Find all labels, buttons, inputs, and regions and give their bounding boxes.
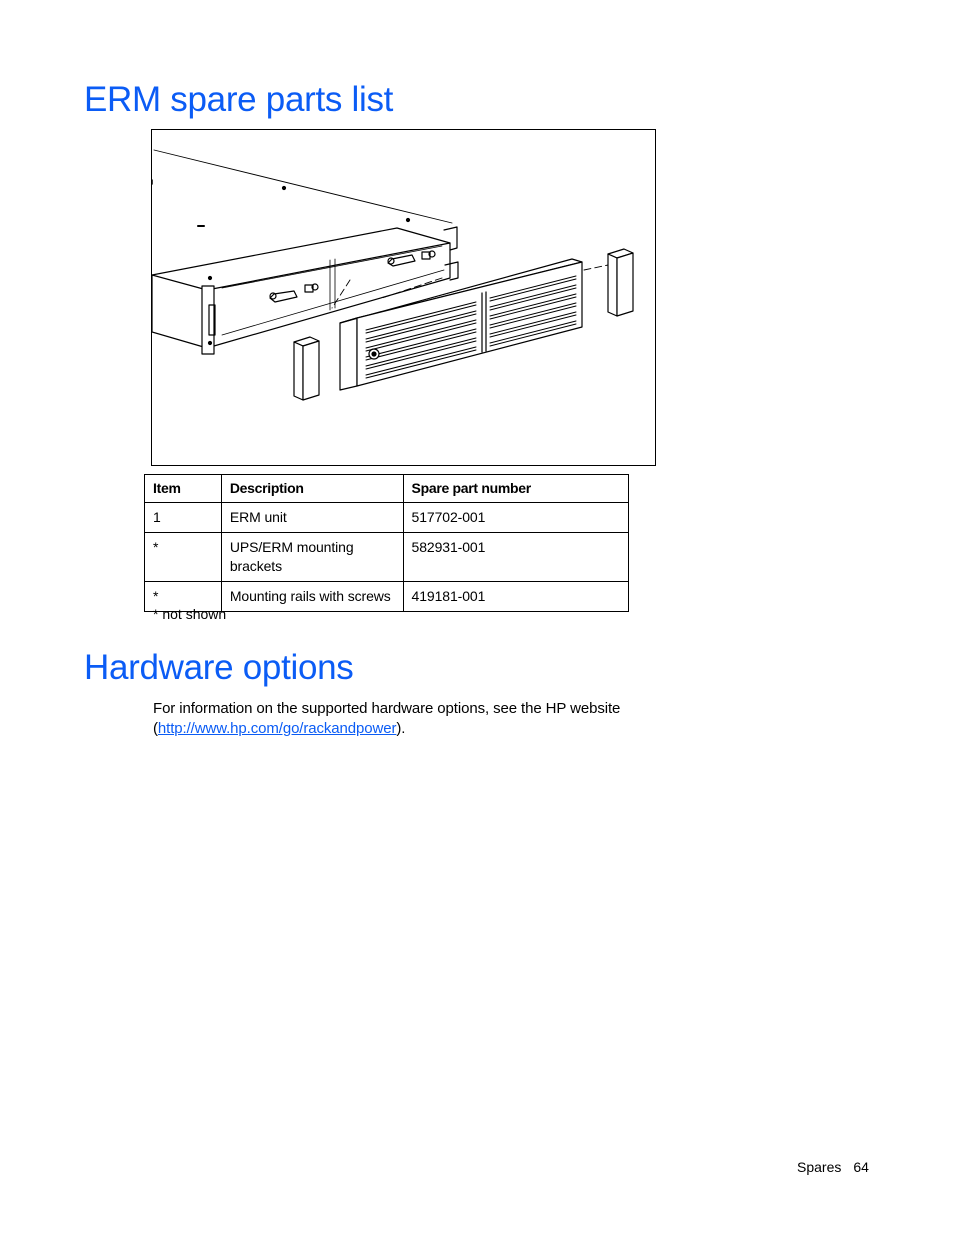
column-header-item: Item <box>145 475 222 503</box>
paragraph-text-before-link: For information on the supported hardware options, see the HP website ( <box>153 700 621 737</box>
cell-item: * <box>145 582 222 612</box>
cell-description: UPS/ERM mounting brackets <box>221 533 403 582</box>
cell-part-number: 419181-001 <box>403 582 628 612</box>
cell-part-number: 582931-001 <box>403 533 628 582</box>
paragraph-text-after-link: ). <box>396 720 406 737</box>
erm-exploded-illustration <box>151 129 656 466</box>
cell-description: ERM unit <box>221 503 403 533</box>
footer-section-name: Spares <box>797 1159 842 1175</box>
rackandpower-link[interactable]: http://www.hp.com/go/rackandpower <box>157 720 397 737</box>
column-header-description: Description <box>221 475 403 503</box>
spare-parts-table <box>144 474 629 612</box>
cell-description: Mounting rails with screws <box>221 582 403 612</box>
hardware-options-paragraph <box>153 699 673 739</box>
table-row <box>145 533 629 582</box>
page-number: 64 <box>853 1159 869 1175</box>
section-title-hardware-options: Hardware options <box>84 648 354 687</box>
table-row <box>145 503 629 533</box>
table-header-row <box>145 475 629 503</box>
section-title-erm-spare-parts: ERM spare parts list <box>84 80 394 119</box>
cell-part-number: 517702-001 <box>403 503 628 533</box>
cell-item: 1 <box>145 503 222 533</box>
cell-item: * <box>145 533 222 582</box>
page-footer <box>797 1158 869 1177</box>
table-footnote: * not shown <box>153 606 227 622</box>
column-header-spare-part-number: Spare part number <box>403 475 628 503</box>
